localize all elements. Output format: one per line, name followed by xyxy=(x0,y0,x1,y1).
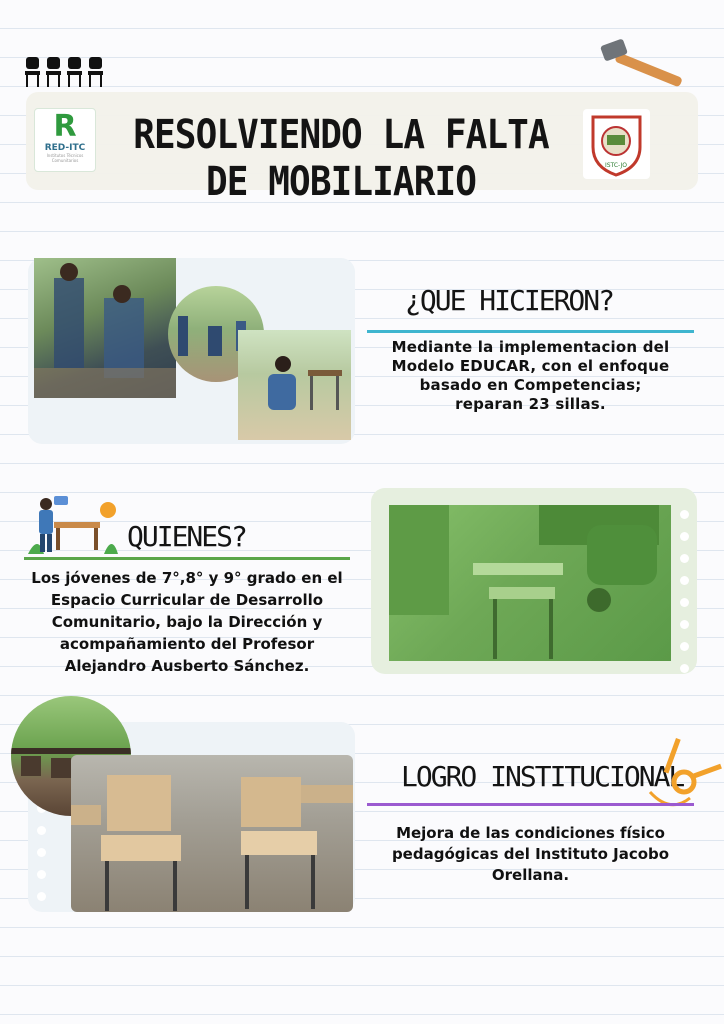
text-line: Los jóvenes de 7°,8° y 9° grado en el xyxy=(31,569,343,587)
students-repairing-photo xyxy=(34,258,176,398)
text-line: acompañamiento del Profesor xyxy=(59,635,315,653)
carpenter-icon xyxy=(24,494,120,558)
logo-subtext: Institutos Técnicos Comunitarios xyxy=(46,153,84,163)
chair-repair-green-photo xyxy=(389,505,671,661)
section-rule-achievement xyxy=(367,803,694,806)
student-kneeling-photo xyxy=(238,330,351,440)
page-title xyxy=(121,112,562,206)
keys-icon xyxy=(640,734,724,814)
text-line: Alejandro Ausberto Sánchez. xyxy=(64,657,310,675)
text-line: basado en Competencias; xyxy=(419,376,642,394)
section-heading-who: QUIENES? xyxy=(127,520,246,553)
chair-icon xyxy=(45,56,62,88)
section-text-achievement xyxy=(367,823,694,886)
title-line-1: RESOLVIENDO LA FALTA xyxy=(133,112,549,158)
title-line-2: DE MOBILIARIO xyxy=(205,159,477,205)
chair-icon xyxy=(66,56,83,88)
chair-icon xyxy=(24,56,41,88)
section-rule-what xyxy=(367,330,694,333)
text-line: reparan 23 sillas. xyxy=(455,395,606,413)
section-rule-who xyxy=(24,557,350,560)
text-line: Comunitario, bajo la Dirección y xyxy=(51,613,323,631)
notebook-holes xyxy=(680,510,689,673)
logo-text: RED-ITC xyxy=(44,143,86,153)
repaired-chairs-photo xyxy=(71,755,353,912)
logo-letter: R xyxy=(53,109,77,144)
section-heading-achievement: LOGRO INSTITUCIONAL xyxy=(401,760,684,793)
red-itc-logo xyxy=(34,108,96,172)
shield-icon xyxy=(583,109,650,179)
chair-icon xyxy=(87,56,104,88)
hammer-icon xyxy=(598,38,690,90)
section-heading-what: ¿QUE HICIERON? xyxy=(405,284,614,317)
institute-seal xyxy=(583,109,650,179)
svg-text:ISTC-JO: ISTC-JO xyxy=(604,162,628,169)
text-line: Orellana. xyxy=(491,866,570,884)
section-text-what xyxy=(367,338,694,414)
text-line: Mediante la implementacion del xyxy=(391,338,670,356)
text-line: Modelo EDUCAR, con el enfoque xyxy=(391,357,670,375)
chairs-decoration xyxy=(24,56,104,88)
text-line: Espacio Curricular de Desarrollo xyxy=(50,591,324,609)
text-line: pedagógicas del Instituto Jacobo xyxy=(391,845,670,863)
section-text-who xyxy=(24,567,350,677)
text-line: Mejora de las condiciones físico xyxy=(396,824,665,842)
